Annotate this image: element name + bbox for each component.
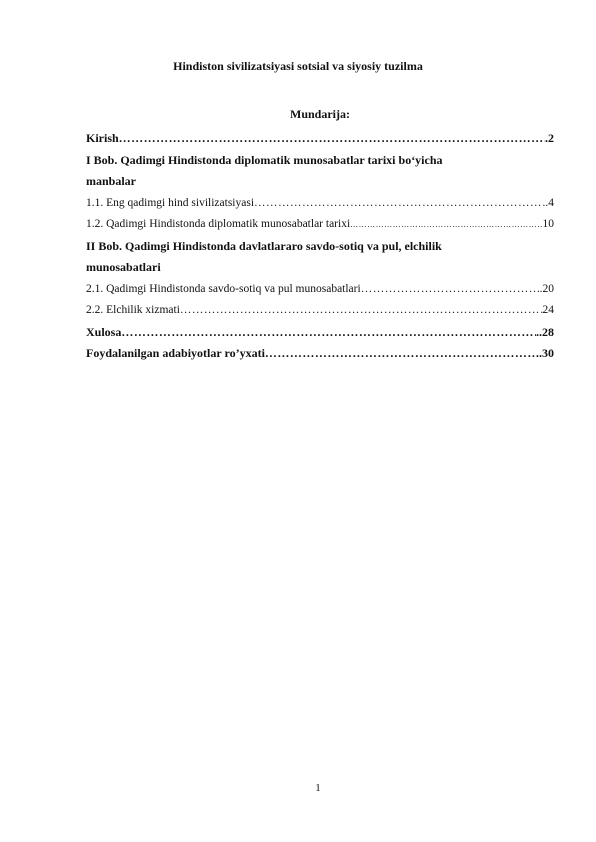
toc-chapter-line: I Bob. Qadimgi Hindistonda diplomatik munosabatlar tarixi bo‘yicha — [86, 152, 443, 167]
toc-page-number: ..28 — [536, 324, 554, 339]
toc-page-number: 10 — [542, 218, 554, 230]
dot-leader — [119, 128, 545, 150]
toc-entry-label: 2.1. Qadimgi Hindistonda savdo-sotiq va pul munosabatlari — [86, 282, 361, 295]
toc-page-number: .20 — [539, 282, 554, 295]
toc-page-number: .4 — [545, 196, 554, 209]
dot-leader — [361, 279, 540, 301]
toc-entry-conclusion — [86, 322, 554, 344]
toc-heading: Mundarija: — [290, 107, 350, 121]
table-of-contents — [86, 128, 554, 365]
toc-entry-references — [86, 343, 554, 365]
toc-page-number: .30 — [539, 346, 554, 360]
dot-leader — [180, 300, 543, 322]
dot-leader — [350, 214, 542, 236]
toc-entry-label: Kirish — [86, 131, 119, 145]
toc-entry-2-1 — [86, 279, 554, 301]
toc-entry-1-2 — [86, 214, 554, 236]
document-title: Hindiston sivilizatsiyasi sotsial va siyosiy tuzilma — [173, 59, 423, 73]
toc-entry-label: 2.2. Elchilik xizmati — [86, 304, 180, 316]
toc-chapter-1 — [86, 150, 554, 193]
toc-entry-label: Foydalanilgan adabiyotlar ro’yxati — [86, 346, 265, 360]
dot-leader — [121, 322, 536, 344]
toc-entry-label: Xulosa — [86, 324, 122, 339]
toc-chapter-line: II Bob. Qadimgi Hindistonda davlatlararo savdo-sotiq va pul, elchilik — [86, 238, 442, 253]
page-number: 1 — [315, 782, 321, 794]
toc-entry-label: 1.2. Qadimgi Hindistonda diplomatik munosabatlar tarixi — [86, 218, 351, 230]
toc-chapter-2 — [86, 236, 554, 279]
toc-entry-intro — [86, 128, 554, 150]
dot-leader — [254, 193, 545, 215]
toc-page-number: 24 — [542, 304, 554, 316]
toc-chapter-line: manbalar — [86, 174, 137, 188]
toc-entry-2-2 — [86, 300, 554, 322]
toc-chapter-line: munosabatlari — [86, 260, 161, 274]
dot-leader — [265, 343, 539, 365]
toc-page-number: .2 — [545, 131, 554, 145]
toc-entry-label: 1.1. Eng qadimgi hind sivilizatsiyasi — [86, 196, 255, 209]
toc-entry-1-1 — [86, 193, 554, 215]
